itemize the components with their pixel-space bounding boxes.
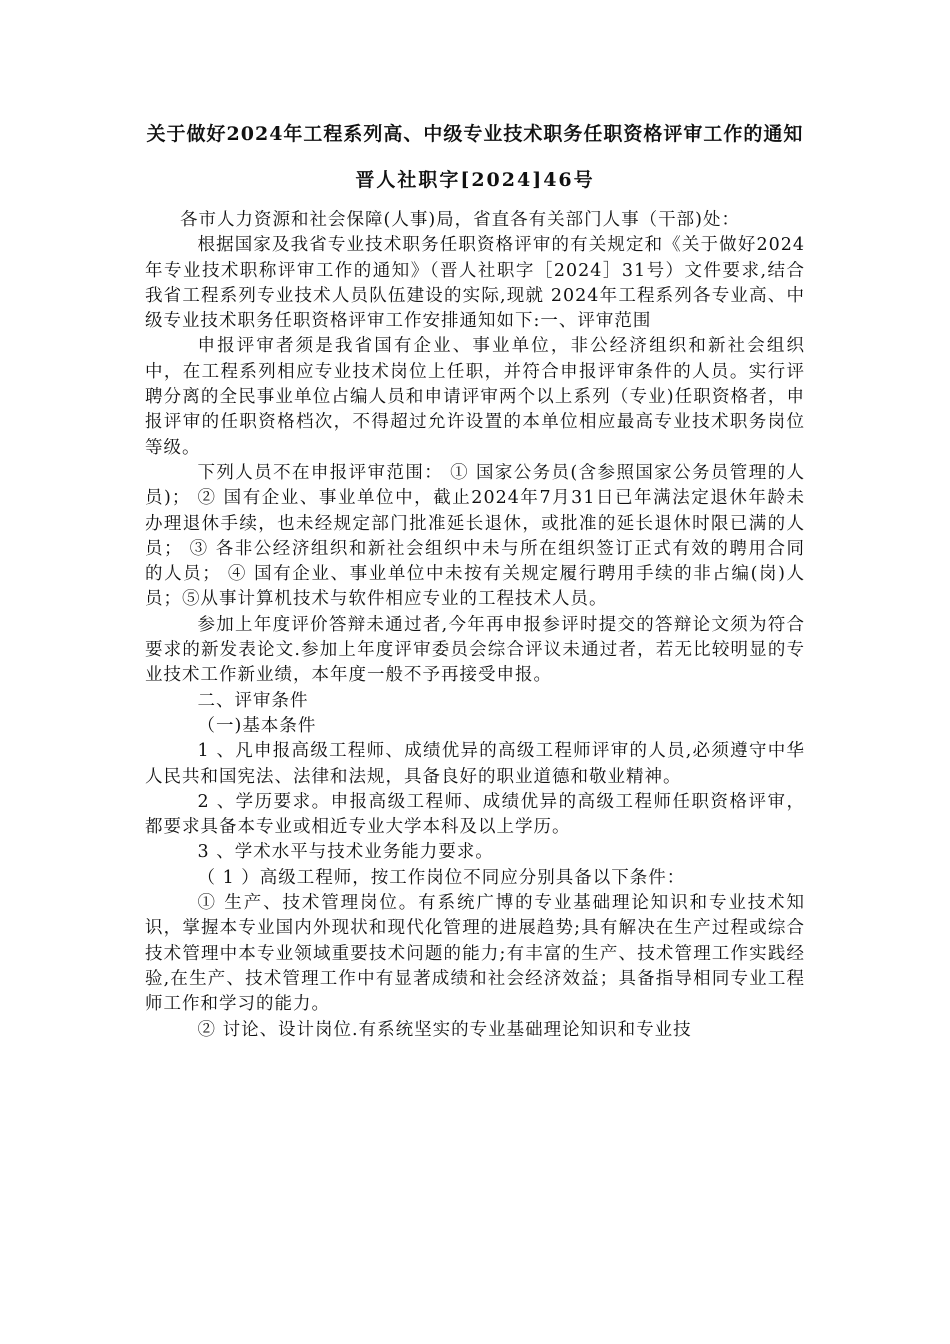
document-content	[145, 120, 805, 1043]
body-paragraph: 3 、学术水平与技术业务能力要求。	[197, 842, 494, 863]
body-paragraph: 1 、凡申报高级工程师、成绩优异的高级工程师评审的人员,必须遵守中华人民共和国宪法、法律和法规，具备良好的职业道德和敬业精神。	[145, 741, 805, 787]
body-paragraph: 申报评审者须是我省国有企业、事业单位，非公经济组织和新社会组织中，在工程系列相应专业技术岗位上任职，并符合申报评审条件的人员。实行评聘分离的全民事业单位占编人员和申请评审两个以上系列（专业)任职资格者，申报评审的任职资格档次，不得超过允许设置的本单位相应最高专业技术职务岗位等级。	[145, 336, 805, 458]
document-number: 晋人社职字[2024]46号	[355, 169, 595, 191]
body-paragraph: 下列人员不在申报评审范围： ① 国家公务员(含参照国家公务员管理的人员)； ② 国有企业、事业单位中，截止2024年7月31日已年满法定退休年龄未办理退休手续，也未经规定部门批准延长退休，或批准的延长退休时限已满的人员； ③ 各非公经济组织和新社会组织中未与所在组织签订正式有效的聘用合同的人员； ④ 国有企业、事业单位中未按有关规定履行聘用手续的非占编(岗)人员；⑤从事计算机技术与软件相应专业的工程技术人员。	[145, 462, 805, 610]
body-paragraph: 根据国家及我省专业技术职务任职资格评审的有关规定和《关于做好2024年专业技术职称评审工作的通知》（晋人社职字［2024］31号）文件要求,结合我省工程系列专业技术人员队伍建设的实际,现就 2024年工程系列各专业高、中级专业技术职务任职资格评审工作安排通知如下:一、评审范围	[145, 235, 805, 332]
document-body	[145, 208, 805, 1043]
body-paragraph: ① 生产、技术管理岗位。有系统广博的专业基础理论知识和专业技术知识，掌握本专业国内外现状和现代化管理的进展趋势;具有解决在生产过程或综合技术管理中本专业领域重要技术问题的能力;有丰富的生产、技术管理工作实践经验,在生产、技术管理工作中有显著成绩和社会经济效益；具备指导相同专业工程师工作和学习的能力。	[145, 893, 805, 1015]
section-heading: 二、评审条件	[197, 690, 309, 711]
document-title: 关于做好2024年工程系列高、中级专业技术职务任职资格评审工作的通知	[146, 123, 804, 145]
body-paragraph: 2 、学历要求。申报高级工程师、成绩优异的高级工程师任职资格评审，都要求具备本专业或相近专业大学本科及以上学历。	[145, 791, 805, 838]
body-paragraph: 参加上年度评价答辩未通过者,今年再申报参评时提交的答辩论文须为符合要求的新发表论文.参加上年度评审委员会综合评议未通过者，若无比较明显的专业技术工作新业绩，本年度一般不予再接受申报。	[145, 614, 805, 686]
subsection-heading: （一)基本条件	[197, 715, 317, 736]
salutation-paragraph: 各市人力资源和社会保障(人事)局，省直各有关部门人事（干部)处：	[180, 210, 740, 230]
body-paragraph: ② 讨论、设计岗位.有系统坚实的专业基础理论知识和专业技	[197, 1019, 692, 1040]
body-paragraph: （ 1 ）高级工程师，按工作岗位不同应分别具备以下条件：	[197, 867, 686, 888]
